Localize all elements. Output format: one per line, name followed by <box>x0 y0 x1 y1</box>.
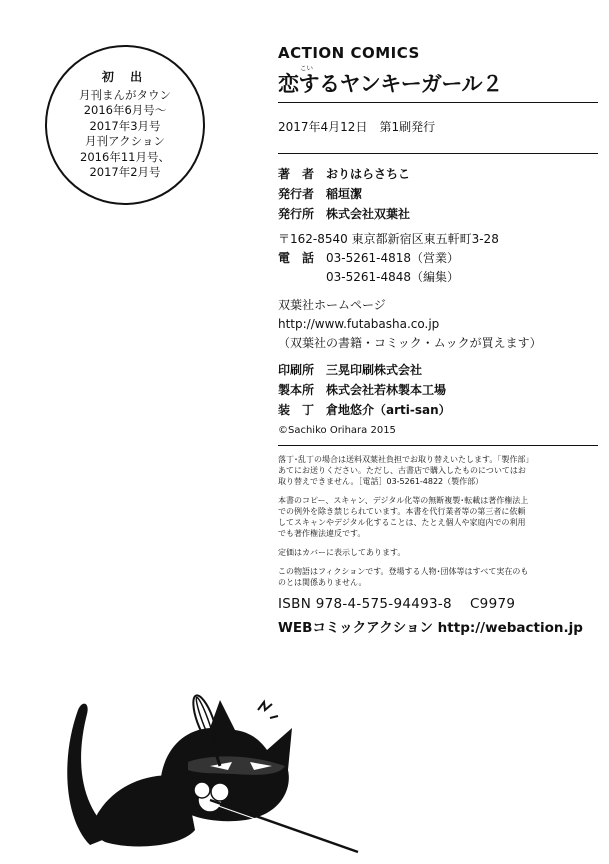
staff-value: 株式会社若林製本工場 <box>326 382 447 397</box>
roles-list <box>278 163 598 223</box>
role-label: 発行所 <box>278 206 315 221</box>
role-row <box>278 203 598 223</box>
title-rule <box>278 102 598 103</box>
staff-label: 製本所 <box>278 382 315 397</box>
address-block <box>278 229 598 286</box>
cat-illustration <box>60 670 360 855</box>
note-paragraph: 定価はカバーに表示してあります。 <box>278 548 406 557</box>
colophon <box>278 44 598 636</box>
first-appearance-line: 2016年6月号～ <box>83 103 167 118</box>
first-appearance-line: 2016年11月号、 <box>80 149 170 164</box>
role-row <box>278 163 598 183</box>
staff-label: 印刷所 <box>278 362 315 377</box>
web-comic-line <box>278 616 598 636</box>
homepage-url[interactable]: http://www.futabasha.co.jp <box>278 316 440 331</box>
divider <box>278 445 598 446</box>
role-label: 発行者 <box>278 186 315 201</box>
phone-editorial: 03-5261-4848（編集） <box>326 270 460 284</box>
first-appearance-line: 2017年3月号 <box>89 118 161 133</box>
staff-value: 三晃印刷株式会社 <box>326 362 423 377</box>
staff-label: 装 丁 <box>278 402 315 417</box>
legal-notes <box>278 454 533 588</box>
imprint-brand: ACTION COMICS <box>278 44 420 62</box>
title-ruby: こい <box>300 64 313 72</box>
publish-date: 2017年4月12日 第1刷発行 <box>278 120 436 134</box>
c-code: C9979 <box>469 596 516 612</box>
staff-row <box>278 359 598 379</box>
staff-row <box>278 379 598 399</box>
homepage-label: 双葉社ホームページ <box>278 298 386 312</box>
web-comic-label: WEBコミックアクション <box>278 620 433 636</box>
note-paragraph: この物語はフィクションです。登場する人物･団体等はすべて実在のものとは関係ありません。 <box>278 567 529 587</box>
note-paragraph: 落丁･乱丁の場合は送料双葉社負担でお取り替えいたします。「製作部」あてにお送りください。ただし、古書店で購入したものについてはお取り替えできません。［電話］03-5261-4822（製作部） <box>278 455 530 486</box>
phone-label: 電 話 <box>278 251 315 265</box>
first-appearance-line: 2017年2月号 <box>89 165 161 180</box>
phone-line <box>278 248 598 267</box>
first-appearance-title: 初 出 <box>101 70 149 85</box>
first-appearance-line: 月刊アクション <box>85 134 165 149</box>
isbn-line <box>278 596 598 612</box>
homepage-note: （双葉社の書籍・コミック・ムックが買えます） <box>278 336 542 350</box>
phone-sales: 03-5261-4818（営業） <box>326 251 460 265</box>
staff-row <box>278 399 598 419</box>
homepage-block <box>278 295 598 352</box>
role-row <box>278 183 598 203</box>
role-value: おりはらさちこ <box>326 166 411 181</box>
role-value: 稲垣潔 <box>326 186 363 201</box>
copyright: ©Sachiko Orihara 2015 <box>278 425 396 436</box>
isbn: ISBN 978-4-575-94493-8 <box>278 596 452 612</box>
staff-list <box>278 359 598 419</box>
web-comic-url[interactable]: http://webaction.jp <box>437 620 583 636</box>
first-appearance-circle <box>45 45 205 205</box>
postal-address: 〒162-8540 東京都新宿区東五軒町3-28 <box>278 232 499 246</box>
divider <box>278 153 598 154</box>
note-paragraph: 本書のコピー、スキャン、デジタル化等の無断複製･転載は著作権法上での例外を除き禁じられています。本書を代行業者等の第三者に依頼してスキャンやデジタル化することは、たとえ個人や家庭内での利用でも著作権法違反です。 <box>278 496 529 538</box>
staff-value: 倉地悠介（arti-san） <box>326 402 451 417</box>
role-label: 著 者 <box>278 166 315 181</box>
book-title: 恋するヤンキーガール２ <box>278 72 503 96</box>
first-appearance-line: 月刊まんがタウン <box>79 87 171 102</box>
role-value: 株式会社双葉社 <box>326 206 411 221</box>
